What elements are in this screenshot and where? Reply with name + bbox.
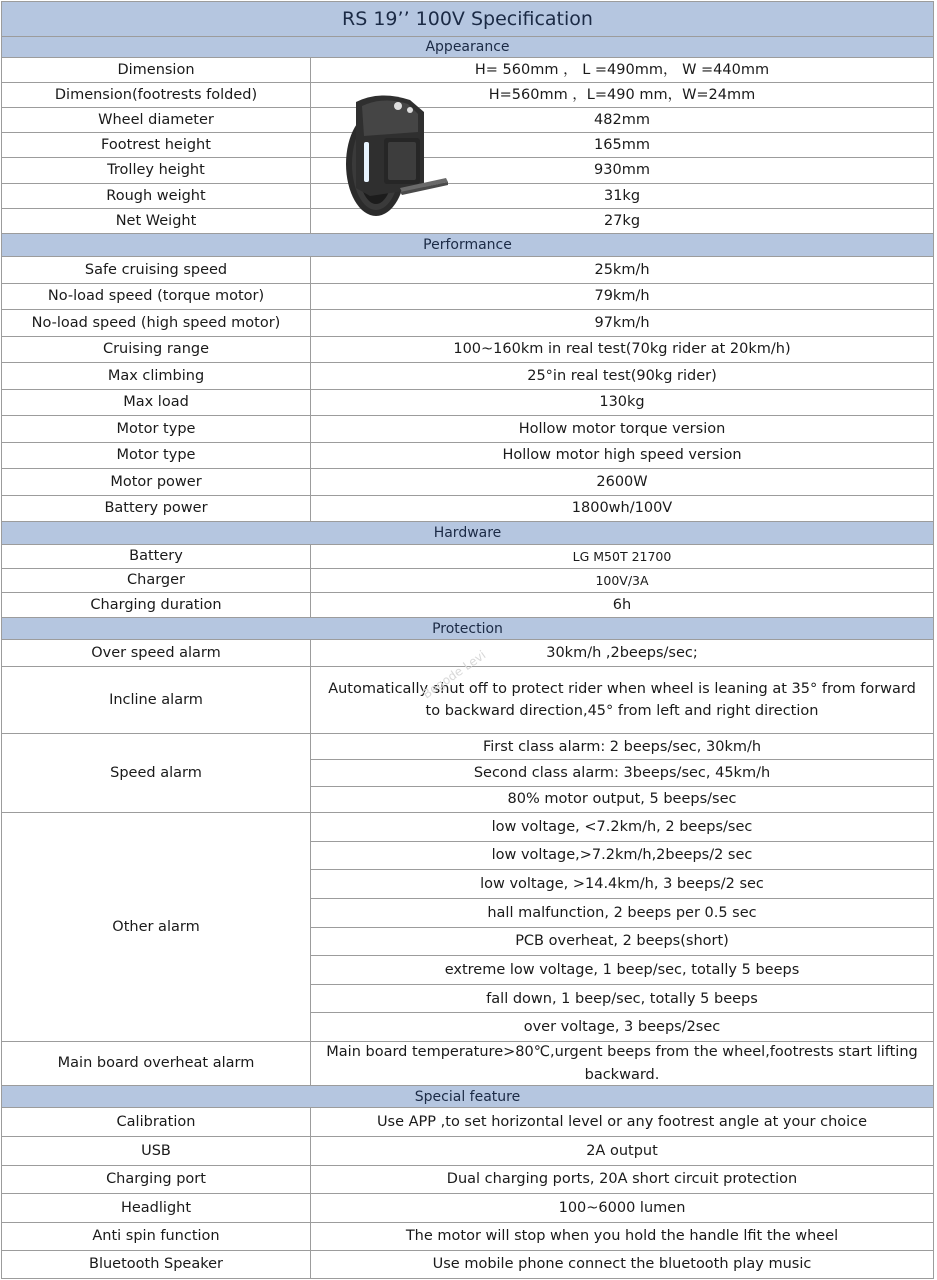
spec-value: 80% motor output, 5 beeps/sec — [507, 791, 737, 808]
spec-row — [1, 469, 934, 496]
spec-value: hall malfunction, 2 beeps per 0.5 sec — [311, 899, 933, 928]
spec-label: Bluetooth Speaker — [2, 1251, 311, 1278]
spec-value: 6h — [612, 596, 632, 613]
spec-label: Cruising range — [2, 337, 311, 362]
spec-label: Charging duration — [2, 593, 311, 617]
spec-value: Hollow motor high speed version — [502, 447, 742, 464]
spec-label: Other alarm — [2, 813, 311, 1041]
spec-value: 30km/h ,2beeps/sec; — [546, 644, 698, 661]
spec-value: Dual charging ports, 20A short circuit protection — [446, 1171, 798, 1188]
spec-label: Charger — [2, 569, 311, 592]
spec-value: extreme low voltage, 1 beep/sec, totally 5 beeps — [311, 956, 933, 985]
spec-row — [1, 133, 934, 158]
spec-row — [1, 363, 934, 390]
other-alarm-group — [1, 813, 934, 1042]
spec-value: 97km/h — [594, 314, 650, 331]
section-hardware: Hardware — [1, 522, 934, 545]
spec-value: 130kg — [599, 394, 645, 411]
spec-value: 25km/h — [594, 261, 650, 278]
spec-value: 2600W — [596, 473, 648, 490]
spec-row — [1, 184, 934, 209]
spec-label: Rough weight — [2, 184, 311, 208]
spec-label: Battery — [2, 545, 311, 568]
spec-value: PCB overheat, 2 beeps(short) — [311, 928, 933, 957]
spec-label: Max climbing — [2, 363, 311, 389]
spec-value: Second class alarm: 3beeps/sec, 45km/h — [311, 760, 933, 786]
spec-label: No-load speed (high speed motor) — [2, 310, 311, 336]
spec-label: Anti spin function — [2, 1223, 311, 1250]
spec-label: Main board overheat alarm — [2, 1042, 311, 1085]
spec-label: Safe cruising speed — [2, 257, 311, 283]
spec-row — [1, 496, 934, 522]
spec-row — [1, 284, 934, 310]
spec-row — [1, 337, 934, 363]
spec-label: Dimension(footrests folded) — [2, 83, 311, 107]
unicycle-product-image — [340, 92, 452, 222]
spec-row — [1, 83, 934, 108]
spec-value: low voltage, <7.2km/h, 2 beeps/sec — [311, 813, 933, 842]
spec-label: Speed alarm — [2, 734, 311, 812]
spec-row — [1, 1223, 934, 1251]
spec-row — [1, 209, 934, 234]
spec-value: Use mobile phone connect the bluetooth play music — [432, 1256, 812, 1273]
spec-value: H= 560mm ， L =490mm， W =440mm — [474, 61, 770, 78]
spec-row — [1, 108, 934, 133]
spec-value: First class alarm: 2 beeps/sec, 30km/h — [311, 734, 933, 760]
spec-value: The motor will stop when you hold the handle lfit the wheel — [405, 1228, 839, 1245]
spec-value: 100~6000 lumen — [558, 1199, 686, 1216]
spec-value: 27kg — [603, 212, 641, 229]
spec-value: 31kg — [603, 187, 641, 204]
spec-row — [1, 1166, 934, 1194]
spec-value: Hollow motor torque version — [518, 420, 726, 437]
spec-value: low voltage,>7.2km/h,2beeps/2 sec — [311, 842, 933, 871]
spec-label: USB — [2, 1137, 311, 1165]
spec-value: 482mm — [594, 111, 650, 128]
spec-label: Wheel diameter — [2, 108, 311, 132]
spec-value: over voltage, 3 beeps/2sec — [523, 1019, 721, 1036]
spec-label: No-load speed (torque motor) — [2, 284, 311, 309]
spec-label: Motor type — [2, 416, 311, 442]
sheet-title: RS 19’’ 100V Specification — [1, 1, 934, 37]
spec-label: Dimension — [2, 58, 311, 82]
spec-label: Net Weight — [2, 209, 311, 233]
spec-label: Headlight — [2, 1194, 311, 1222]
spec-row — [1, 1137, 934, 1166]
spec-value: Main board temperature>80℃,urgent beeps from the wheel,footrests start lifting backward. — [326, 1044, 918, 1083]
spec-row — [1, 310, 934, 337]
spec-row — [1, 390, 934, 416]
spec-value: 1800wh/100V — [571, 500, 673, 517]
section-special-feature: Special feature — [1, 1086, 934, 1108]
spec-label: Max load — [2, 390, 311, 415]
spec-value: LG M50T 21700 — [572, 548, 672, 564]
spec-row — [1, 443, 934, 469]
speed-alarm-group — [1, 734, 934, 813]
spec-label: Charging port — [2, 1166, 311, 1193]
spec-value: 100~160km in real test(70kg rider at 20km/h) — [453, 341, 791, 358]
spec-value: low voltage, >14.4km/h, 3 beeps/2 sec — [311, 870, 933, 899]
spec-row — [1, 58, 934, 83]
spec-row — [1, 569, 934, 593]
spec-row — [1, 545, 934, 569]
spec-value: fall down, 1 beep/sec, totally 5 beeps — [311, 985, 933, 1014]
spec-row — [1, 158, 934, 184]
spec-row — [1, 1108, 934, 1137]
spec-label: Calibration — [2, 1108, 311, 1136]
spec-row — [1, 593, 934, 618]
spec-label: Motor power — [2, 469, 311, 495]
spec-row — [1, 416, 934, 443]
spec-value: 79km/h — [594, 288, 650, 305]
spec-value: 930mm — [594, 162, 650, 179]
spec-value: 165mm — [594, 136, 650, 153]
spec-label: Trolley height — [2, 158, 311, 183]
spec-row — [1, 1251, 934, 1279]
spec-label: Over speed alarm — [2, 640, 311, 666]
section-performance: Performance — [1, 234, 934, 257]
spec-value: 100V/3A — [595, 572, 649, 588]
spec-label: Footrest height — [2, 133, 311, 157]
spec-value: Use APP ,to set horizontal level or any footrest angle at your choice — [376, 1113, 868, 1130]
spec-row — [1, 1194, 934, 1223]
spec-value: 2A output — [586, 1142, 658, 1159]
spec-row — [1, 667, 934, 734]
spec-value: H=560mm ，L=490 mm，W=24mm — [488, 86, 756, 103]
spec-row — [1, 1042, 934, 1086]
spec-value: 25°in real test(90kg rider) — [527, 367, 717, 384]
watermark: Begode Levi — [420, 647, 489, 702]
spec-label: Incline alarm — [2, 667, 311, 733]
spec-value: Automatically shut off to protect rider when wheel is leaning at 35° from forward to backward direction,45° from left and right direction — [328, 680, 916, 719]
spec-label: Motor type — [2, 443, 311, 468]
section-protection: Protection — [1, 618, 934, 640]
spec-row — [1, 257, 934, 284]
section-appearance: Appearance — [1, 37, 934, 58]
spec-label: Battery power — [2, 496, 311, 521]
